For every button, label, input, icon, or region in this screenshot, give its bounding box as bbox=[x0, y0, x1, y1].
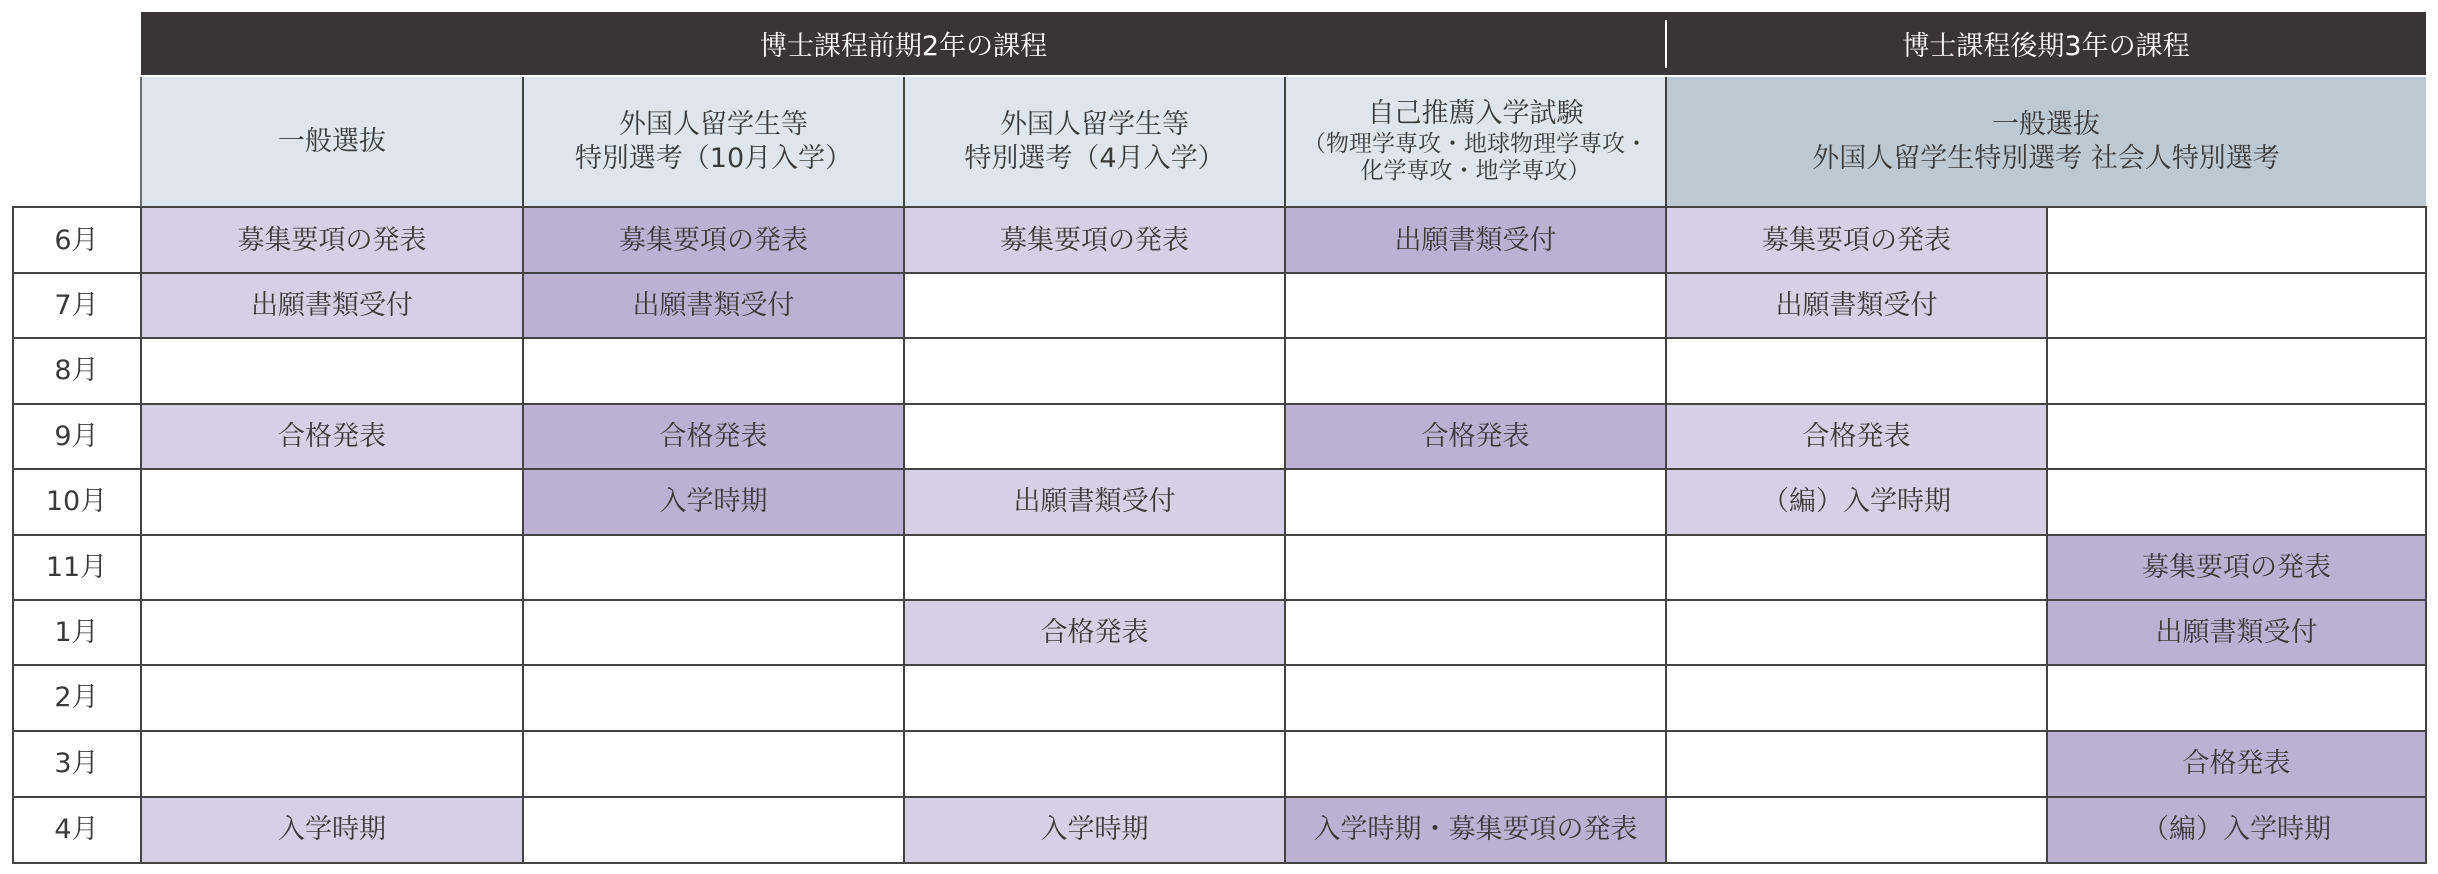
schedule-cell bbox=[2047, 208, 2426, 273]
schedule-cell bbox=[141, 600, 523, 665]
table-bottom-rule bbox=[12, 862, 2427, 864]
schedule-cell bbox=[1285, 338, 1666, 403]
subheader-line: 外国人留学生等 bbox=[619, 108, 808, 140]
subheader-cell bbox=[523, 77, 904, 206]
schedule-cell: 入学時期・募集要項の発表 bbox=[1285, 797, 1666, 862]
month-cell: 3月 bbox=[12, 731, 141, 796]
group-header-master bbox=[141, 12, 1666, 75]
schedule-cell: 合格発表 bbox=[2047, 731, 2426, 796]
schedule-cell bbox=[1285, 731, 1666, 796]
schedule-cell bbox=[2047, 273, 2426, 338]
subheader-line: 外国人留学生等 bbox=[1000, 108, 1189, 140]
schedule-cell: （編）入学時期 bbox=[2047, 797, 2426, 862]
month-cell: 1月 bbox=[12, 600, 141, 665]
schedule-cell bbox=[1666, 797, 2047, 862]
subheader-note: （物理学専攻・地球物理学専攻・ bbox=[1303, 130, 1648, 157]
subheader-cell bbox=[1666, 77, 2426, 206]
schedule-cell: 入学時期 bbox=[523, 469, 904, 534]
schedule-cell: 合格発表 bbox=[523, 404, 904, 469]
subheader-cell bbox=[1285, 77, 1666, 206]
schedule-cell bbox=[904, 338, 1285, 403]
schedule-cell bbox=[523, 665, 904, 730]
schedule-cell bbox=[1285, 535, 1666, 600]
subheader-note: 化学専攻・地学専攻） bbox=[1360, 158, 1591, 185]
schedule-cell: 合格発表 bbox=[1285, 404, 1666, 469]
group-header-master-label: 博士課程前期2年の課程 bbox=[759, 31, 1048, 62]
subheader-line: 自己推薦入学試験 bbox=[1367, 98, 1584, 130]
schedule-cell: 出願書類受付 bbox=[523, 273, 904, 338]
schedule-cell bbox=[1285, 469, 1666, 534]
schedule-cell bbox=[141, 731, 523, 796]
schedule-cell bbox=[2047, 665, 2426, 730]
row-divider bbox=[12, 534, 2427, 536]
month-cell: 7月 bbox=[12, 273, 141, 338]
schedule-cell bbox=[1285, 273, 1666, 338]
schedule-cell: 出願書類受付 bbox=[1285, 208, 1666, 273]
table-left-border bbox=[12, 206, 14, 864]
month-cell: 11月 bbox=[12, 535, 141, 600]
schedule-cell bbox=[141, 535, 523, 600]
schedule-cell bbox=[523, 535, 904, 600]
schedule-cell bbox=[1666, 665, 2047, 730]
schedule-cell bbox=[1666, 338, 2047, 403]
column-divider bbox=[1284, 77, 1286, 864]
month-cell: 10月 bbox=[12, 469, 141, 534]
schedule-cell bbox=[523, 600, 904, 665]
subheader-line: 特別選考（10月入学） bbox=[574, 142, 853, 174]
schedule-cell bbox=[1666, 535, 2047, 600]
table-top-rule bbox=[12, 206, 2427, 208]
schedule-cell bbox=[523, 338, 904, 403]
subheader-line: 一般選抜 bbox=[1992, 108, 2100, 140]
column-divider bbox=[1665, 77, 1667, 864]
schedule-cell bbox=[2047, 469, 2426, 534]
schedule-cell bbox=[904, 665, 1285, 730]
schedule-cell bbox=[141, 469, 523, 534]
month-column-divider bbox=[140, 206, 142, 864]
schedule-cell: 合格発表 bbox=[1666, 404, 2047, 469]
month-cell: 9月 bbox=[12, 404, 141, 469]
schedule-cell: 募集要項の発表 bbox=[2047, 535, 2426, 600]
subheader-cell bbox=[141, 77, 523, 206]
schedule-cell bbox=[904, 273, 1285, 338]
schedule-cell bbox=[141, 665, 523, 730]
schedule-cell: 募集要項の発表 bbox=[1666, 208, 2047, 273]
schedule-cell bbox=[904, 731, 1285, 796]
row-divider bbox=[12, 403, 2427, 405]
schedule-cell: 合格発表 bbox=[141, 404, 523, 469]
schedule-cell bbox=[141, 338, 523, 403]
subheader-cell bbox=[904, 77, 1285, 206]
row-divider bbox=[12, 796, 2427, 798]
schedule-cell bbox=[904, 404, 1285, 469]
schedule-cell: 募集要項の発表 bbox=[141, 208, 523, 273]
schedule-cell bbox=[1285, 665, 1666, 730]
schedule-cell bbox=[904, 535, 1285, 600]
month-cell: 8月 bbox=[12, 338, 141, 403]
column-divider bbox=[903, 77, 905, 864]
schedule-cell: 募集要項の発表 bbox=[523, 208, 904, 273]
row-divider bbox=[12, 272, 2427, 274]
schedule-cell: 合格発表 bbox=[904, 600, 1285, 665]
schedule-cell bbox=[1666, 600, 2047, 665]
subheader-left-border bbox=[140, 77, 142, 206]
schedule-cell: 出願書類受付 bbox=[1666, 273, 2047, 338]
row-divider bbox=[12, 664, 2427, 666]
schedule-cell: 入学時期 bbox=[904, 797, 1285, 862]
column-divider bbox=[2046, 206, 2048, 864]
schedule-cell: 出願書類受付 bbox=[141, 273, 523, 338]
month-cell: 4月 bbox=[12, 797, 141, 862]
schedule-cell: 出願書類受付 bbox=[904, 469, 1285, 534]
month-cell: 6月 bbox=[12, 208, 141, 273]
schedule-cell: （編）入学時期 bbox=[1666, 469, 2047, 534]
row-divider bbox=[12, 730, 2427, 732]
schedule-cell bbox=[2047, 404, 2426, 469]
schedule-cell: 入学時期 bbox=[141, 797, 523, 862]
schedule-cell bbox=[523, 731, 904, 796]
schedule-cell bbox=[2047, 338, 2426, 403]
row-divider bbox=[12, 468, 2427, 470]
group-header-divider bbox=[1665, 20, 1667, 68]
table-right-border bbox=[2425, 206, 2427, 864]
schedule-cell: 募集要項の発表 bbox=[904, 208, 1285, 273]
row-divider bbox=[12, 599, 2427, 601]
subheader-line: 一般選抜 bbox=[278, 125, 386, 157]
column-divider bbox=[522, 77, 524, 864]
group-header-doctor-label: 博士課程後期3年の課程 bbox=[1902, 31, 2190, 62]
group-header-doctor bbox=[1666, 12, 2426, 75]
schedule-cell bbox=[1666, 731, 2047, 796]
schedule-cell: 出願書類受付 bbox=[2047, 600, 2426, 665]
month-cell: 2月 bbox=[12, 665, 141, 730]
schedule-cell bbox=[523, 797, 904, 862]
schedule-cell bbox=[1285, 600, 1666, 665]
subheader-line: 特別選考（4月入学） bbox=[964, 142, 1225, 174]
row-divider bbox=[12, 337, 2427, 339]
subheader-line: 外国人留学生特別選考 社会人特別選考 bbox=[1812, 142, 2280, 174]
